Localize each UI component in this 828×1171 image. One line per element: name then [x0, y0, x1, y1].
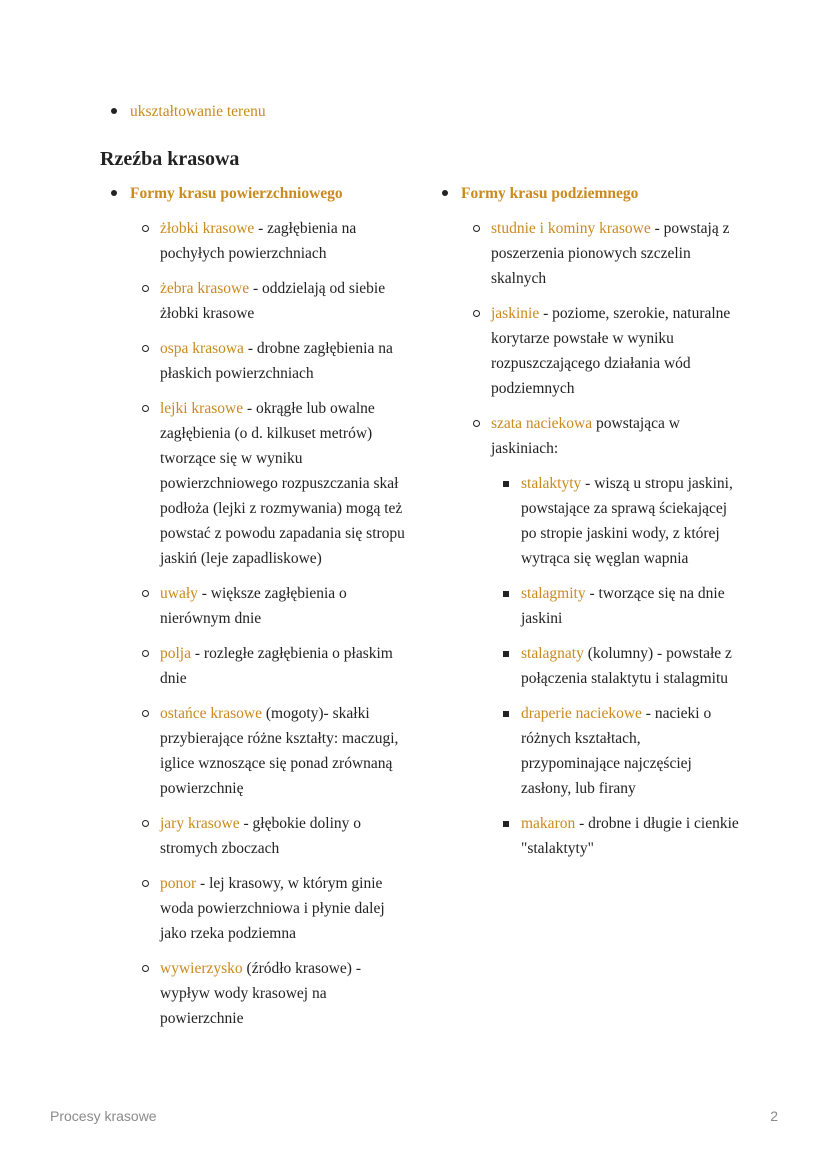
list-item: draperie naciekowe - nacieki o różnych kształtach, przypominające najczęściej zasłony, lub firany: [491, 701, 742, 801]
list-item: studnie i kominy krasowe - powstają z poszerzenia pionowych szczelin skalnych: [442, 216, 742, 291]
list-item: jary krasowe - głębokie doliny o stromych zboczach: [111, 811, 411, 861]
circle-bullet-icon: [142, 405, 149, 412]
list-item: uwały - większe zagłębienia o nierównym dnie: [111, 581, 411, 631]
square-bullet-icon: [503, 711, 509, 717]
circle-bullet-icon: [473, 310, 480, 317]
left-heading: Formy krasu powierzchniowego: [111, 182, 411, 206]
left-column: [111, 182, 411, 1041]
circle-bullet-icon: [142, 965, 149, 972]
list-item: żebra krasowe - oddzielają od siebie żłobki krasowe: [111, 276, 411, 326]
surface-forms-list: [111, 216, 411, 1031]
list-item: stalagnaty (kolumny) - powstałe z połączenia stalaktytu i stalagmitu: [491, 641, 742, 691]
list-item: wywierzysko (źródło krasowe) - wypływ wody krasowej na powierzchnie: [111, 956, 411, 1031]
square-bullet-icon: [503, 591, 509, 597]
circle-bullet-icon: [142, 820, 149, 827]
circle-bullet-icon: [473, 420, 480, 427]
list-item: jaskinie - poziome, szerokie, naturalne korytarze powstałe w wyniku rozpuszczającego działania wód podziemnych: [442, 301, 742, 401]
top-list-item: [111, 101, 266, 123]
circle-bullet-icon: [142, 590, 149, 597]
circle-bullet-icon: [142, 285, 149, 292]
list-item: stalaktyty - wiszą u stropu jaskini, powstające za sprawą ściekającej po stropie jaskini wody, z której wytrąca się węglan wapnia: [491, 471, 742, 571]
circle-bullet-icon: [142, 710, 149, 717]
list-item: żłobki krasowe - zagłębienia na pochyłych powierzchniach: [111, 216, 411, 266]
bullet-icon: [111, 190, 117, 196]
circle-bullet-icon: [473, 225, 480, 232]
square-bullet-icon: [503, 821, 509, 827]
square-bullet-icon: [503, 481, 509, 487]
circle-bullet-icon: [142, 225, 149, 232]
right-heading: Formy krasu podziemnego: [442, 182, 742, 206]
section-title: Rzeźba krasowa: [100, 148, 240, 170]
bullet-icon: [442, 190, 448, 196]
list-item: ostańce krasowe (mogoty)- skałki przybierające różne kształty: maczugi, iglice wznoszące się ponad zrównaną powierzchnię: [111, 701, 411, 801]
footer-title: Procesy krasowe: [50, 1108, 157, 1124]
page-number: 2: [770, 1108, 778, 1124]
list-item: szata naciekowa powstająca w jaskiniach: stalaktyty - wiszą u stropu jaskini, powstające za sprawą ściekającej po stropie jaskini wody, z której wytrąca się węglan wapnia stalagmity - tworzące się na dnie jaskini stalagnaty (kolumny) - powstałe z połączenia stalaktytu i stalagmitu draperie naciekowe - nacieki o różnych kształtach, przypominające najczęściej zasłony, lub firany makaron - drobne i długie i cienkie "stalaktyty": [442, 411, 742, 861]
list-item: ponor - lej krasowy, w którym ginie woda powierzchniowa i płynie dalej jako rzeka podziemna: [111, 871, 411, 946]
list-item: polja - rozległe zagłębienia o płaskim dnie: [111, 641, 411, 691]
circle-bullet-icon: [142, 880, 149, 887]
square-bullet-icon: [503, 651, 509, 657]
underground-forms-list: [442, 216, 742, 861]
list-item: makaron - drobne i długie i cienkie "stalaktyty": [491, 811, 742, 861]
circle-bullet-icon: [142, 650, 149, 657]
bullet-icon: [111, 108, 117, 114]
list-item: ospa krasowa - drobne zagłębienia na płaskich powierzchniach: [111, 336, 411, 386]
circle-bullet-icon: [142, 345, 149, 352]
right-column: [442, 182, 742, 871]
list-item: stalagmity - tworzące się na dnie jaskini: [491, 581, 742, 631]
dripstone-list: [491, 471, 742, 861]
top-item-term: ukształtowanie terenu: [130, 103, 266, 120]
list-item: lejki krasowe - okrągłe lub owalne zagłębienia (o d. kilkuset metrów) tworzące się w wyniku powierzchniowego rozpuszczania skał podłoża (lejki z rozmywania) mogą też powstać z powodu zapadania się stropu jaskiń (leje zapadliskowe): [111, 396, 411, 571]
